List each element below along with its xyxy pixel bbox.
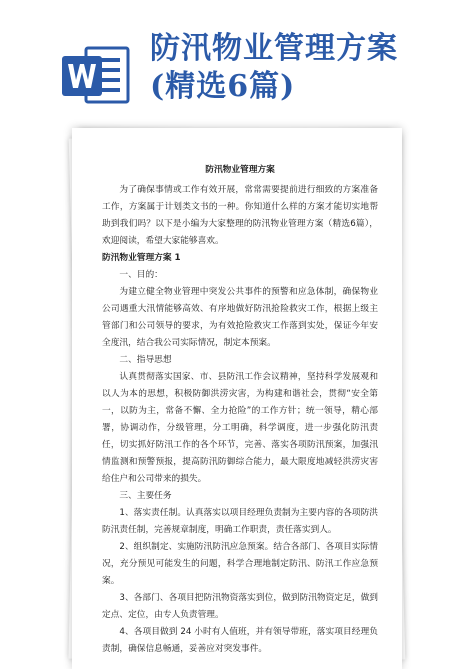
task-item-2: 2、组织制定、实施防汛防汛应急预案。结合各部门、各项目实际情况，充分预见可能发生的问题，科学合理地制定防汛、防汛工作应急预案。 (102, 542, 378, 586)
banner-title-line2: (精选6篇) (150, 69, 296, 104)
task-item-1: 1、落实责任制。认真落实以项目经理负责制为主要内容的各项防洪防汛责任制，完善规章制度，明确工作职责，责任落实到人。 (102, 508, 378, 535)
heading-purpose: 一、目的： (119, 270, 163, 280)
banner (0, 0, 474, 120)
paragraph-purpose: 为建立健全物业管理中突发公共事件的预警和应急体制，确保物业公司遇重大汛情能够高效、有序地做好防汛抢险救灾工作，根据上级主管部门和公司领导的要求，为有效抢险救灾工作落到实处，保证今年安全度汛，结合我公司实际情况，制定本预案。 (102, 287, 378, 348)
document-title: 防汛物业管理方案 (205, 165, 275, 175)
paragraph-guiding-thought: 认真贯彻落实国家、市、县防汛工作会议精神，坚持科学发展观和以人为本的思想，积极防御洪涝灾害，为构建和谐社会，贯彻“安全第一，以防为主，常备不懈、全力抢险”的工作方针；统一领导，精心部署，协调动作，分级管理，分工明确，科学调度，进一步强化防汛责任，切实抓好防汛工作的各个环节，完善、落实各项防汛预案，加强汛情监测和预警预报，提高防汛防御综合能力，最大限度地减轻洪涝灾害给住户和公司带来的损失。 (102, 372, 378, 484)
document-content (102, 162, 378, 658)
heading-guiding-thought: 二、指导思想 (119, 355, 172, 365)
word-icon (60, 42, 132, 108)
task-item-3: 3、各部门、各项目把防汛物资落实到位，做到防汛物资定足，做到定点、定位，由专人负责管理。 (102, 593, 378, 620)
document-page (72, 128, 402, 669)
heading-main-tasks: 三、主要任务 (119, 491, 172, 501)
banner-title (150, 30, 398, 106)
task-item-4: 4、各项目做到 24 小时有人值班，并有领导带班，落实项目经理负责制，确保信息畅通，妥善应对突发事件。 (102, 627, 378, 654)
banner-title-line1: 防汛物业管理方案 (150, 31, 398, 66)
intro-paragraph: 为了确保事情或工作有效开展，常常需要提前进行细致的方案准备工作，方案属于计划类文书的一种。你知道什么样的方案才能切实地帮助到我们吗？以下是小编为大家整理的防汛物业管理方案（精选6篇），欢迎阅读，希望大家能够喜欢。 (102, 185, 378, 246)
section-subtitle: 防汛物业管理方案 1 (102, 253, 181, 263)
